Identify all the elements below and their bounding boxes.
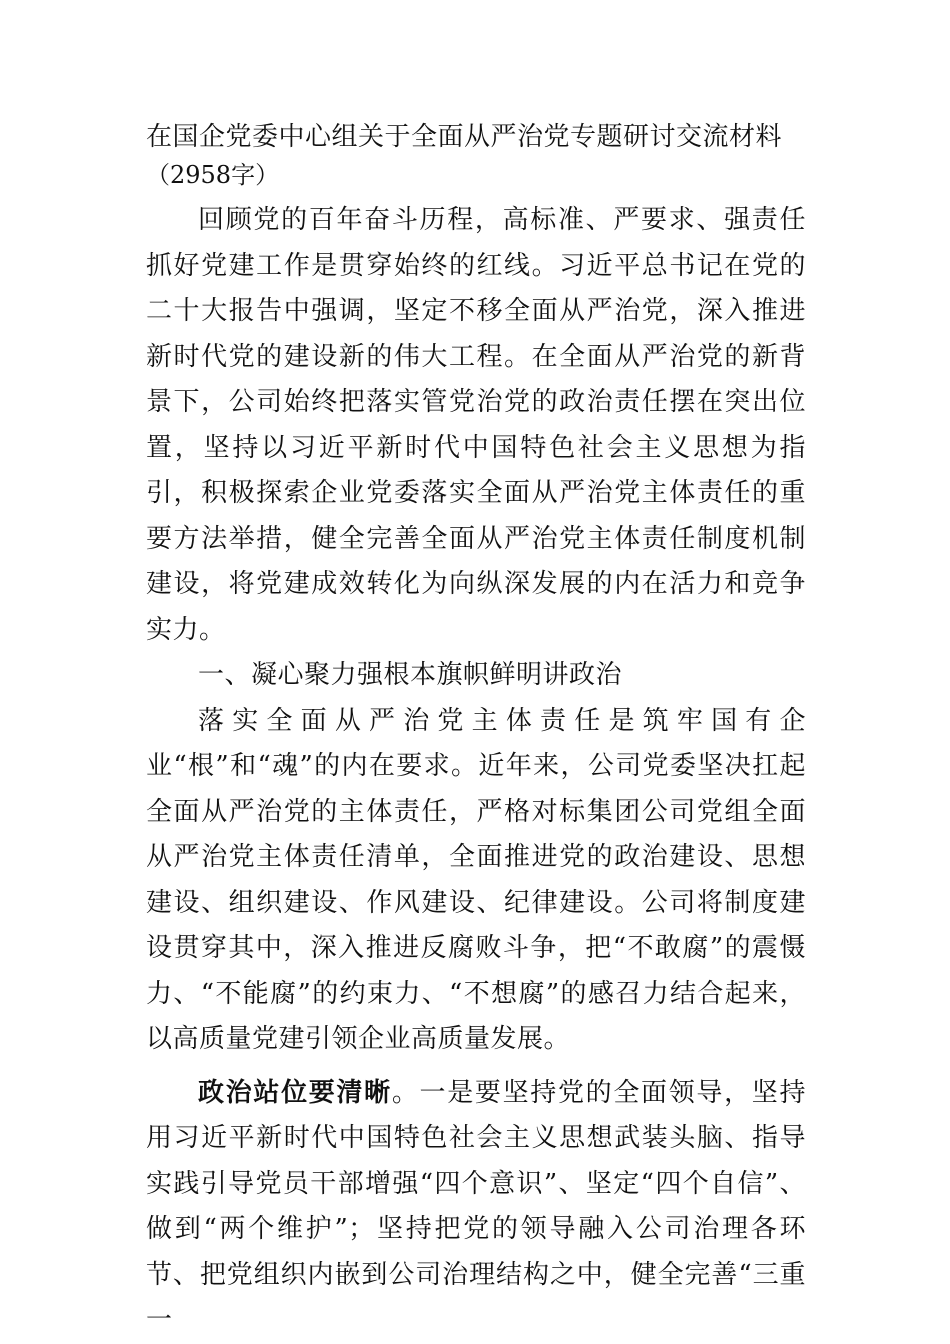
political-position-paragraph [146,1071,806,1344]
paragraph-spacer [146,1063,806,1071]
point-lead: 政治站位要清晰 [198,1077,392,1108]
section-one-paragraph: 落实全面从严治党主体责任是筑牢国有企业“根”和“魂”的内在要求。近年来，公司党委坚决扛起全面从严治党的主体责任，严格对标集团公司党组全面从严治党主体责任清单，全面推进党的政治建设、思想建设、组织建设、作风建设、纪律建设。公司将制度建设贯穿其中，深入推进反腐败斗争，把“不敢腐”的震慑力、“不能腐”的约束力、“不想腐”的感召力结合起来，以高质量党建引领企业高质量发展。 [146,705,806,1054]
document-title: 在国企党委中心组关于全面从严治党专题研讨交流材料 [146,122,783,152]
document-page [146,118,806,1344]
word-count: （2958字） [146,161,280,189]
intro-paragraph: 回顾党的百年奋斗历程，高标准、严要求、强责任抓好党建工作是贯穿始终的红线。习近平总书记在党的二十大报告中强调，坚定不移全面从严治党，深入推进新时代党的建设新的伟大工程。在全面从严治党的新背景下，公司始终把落实管党治党的政治责任摆在突出位置，坚持以习近平新时代中国特色社会主义思想为指引，积极探索企业党委落实全面从严治党主体责任的重要方法举措，健全完善全面从严治党主体责任制度机制建设，将党建成效转化为向纵深发展的内在活力和竞争实力。 [146,205,806,645]
section-one-heading: 一、凝心聚力强根本旗帜鲜明讲政治 [198,660,623,690]
point-text: 。一是要坚持党的全面领导，坚持用习近平新时代中国特色社会主义思想武装头脑、指导实践引导党员干部增强“四个意识”、坚定“四个自信”、做到“两个维护”；坚持把党的领导融入公司治理各环节、把党组织内嵌到公司治理结构之中，健全完善“三重一 [146,1077,806,1335]
